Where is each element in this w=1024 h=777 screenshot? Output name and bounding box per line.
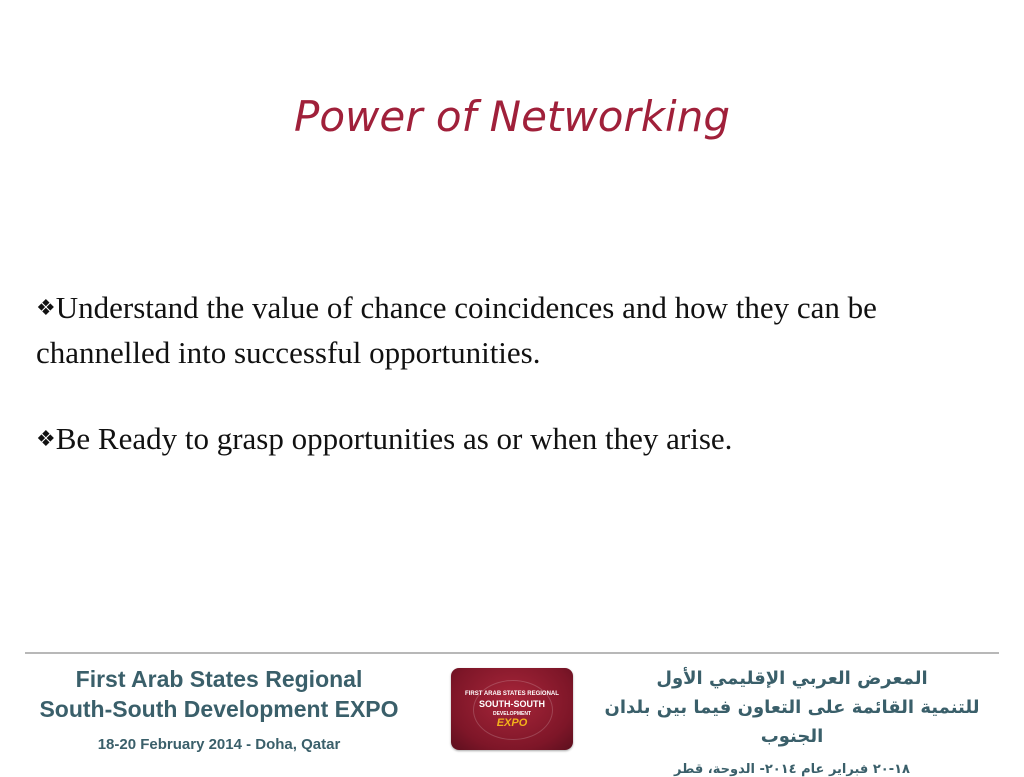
footer-arabic-line2: للتنمية القائمة على التعاون فيما بين بلدان الجنوب <box>604 697 980 747</box>
logo-text-line4: EXPO <box>496 717 528 729</box>
bullet-item <box>36 417 976 462</box>
expo-logo <box>451 668 573 750</box>
logo-text-line1: FIRST ARAB STATES REGIONAL <box>465 691 559 697</box>
logo-text-line2: SOUTH-SOUTH <box>479 699 545 709</box>
bullet-text: Be Ready to grasp opportunities as or when they arise. <box>55 421 733 456</box>
bullet-text: Understand the value of chance coincidences and how they can be channelled into successful opportunities. <box>36 290 877 370</box>
bullet-item <box>36 286 976 375</box>
footer-event-name-line1: First Arab States Regional <box>75 666 363 692</box>
logo-ring-decoration <box>473 680 553 740</box>
footer-english-block <box>14 664 424 753</box>
footer-arabic-line1: المعرض العربي الإقليمي الأول <box>656 668 928 689</box>
bullet-list <box>36 286 976 504</box>
diamond-bullet-icon: ❖ <box>36 427 56 452</box>
footer-arabic-block <box>582 664 1002 777</box>
footer-event-name-line2: South-South Development EXPO <box>39 696 399 722</box>
footer-event-date: 18-20 February 2014 - Doha, Qatar <box>97 736 341 753</box>
slide-title: Power of Networking <box>294 92 730 141</box>
diamond-bullet-icon: ❖ <box>36 296 56 321</box>
footer-arabic-date: ١٨-٢٠ فبراير عام ٢٠١٤- الدوحة، قطر <box>674 762 910 777</box>
logo-text-line3: DEVELOPMENT <box>492 711 532 717</box>
footer-divider <box>25 652 999 654</box>
